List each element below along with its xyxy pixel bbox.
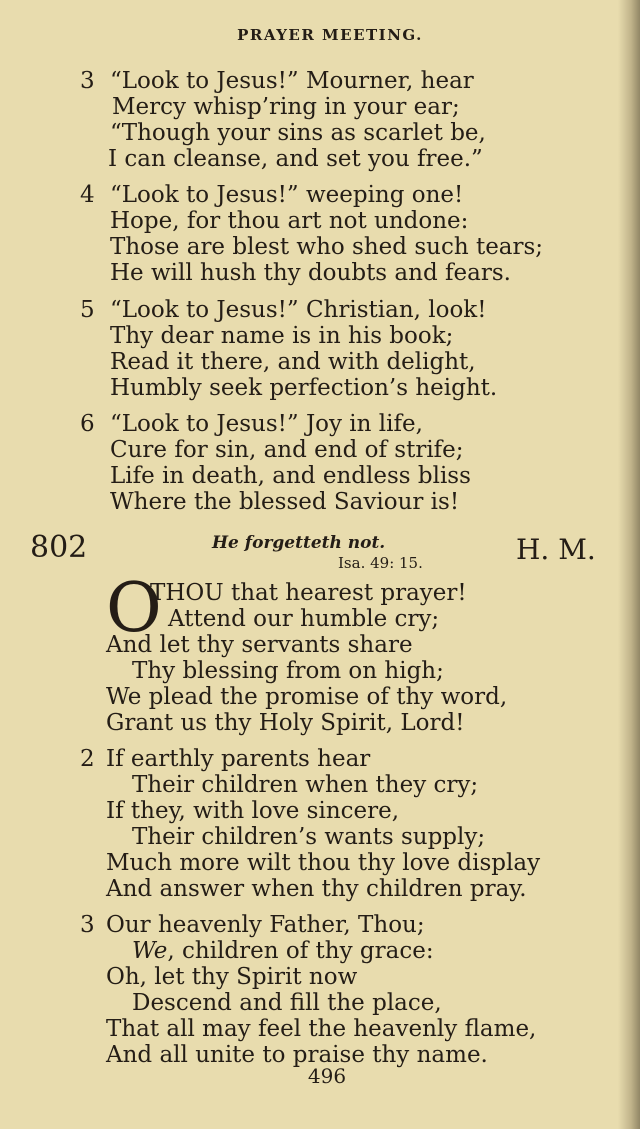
verse-line: He will hush thy doubts and fears. [110, 260, 511, 286]
verse-line: Life in death, and endless bliss [110, 463, 471, 489]
verse-line: Mercy whisp’ring in your ear; [112, 94, 460, 120]
verse-line: Those are blest who shed such tears; [110, 234, 544, 260]
verse-line: Thy dear name is in his book; [110, 323, 454, 349]
verse-line: Where the blessed Saviour is! [110, 489, 460, 515]
verse-line: Oh, let thy Spirit now [106, 964, 358, 990]
hymn-title: He forgetteth not. [212, 533, 386, 553]
verse-line: Read it there, and with delight, [110, 349, 476, 375]
verse-line: Attend our humble cry; [168, 606, 440, 632]
stanza-number: 2 [80, 746, 95, 772]
stanza-number: 4 [80, 182, 95, 208]
verse-line: Our heavenly Father, Thou; [106, 912, 425, 938]
verse-line-rest: , children of thy grace: [167, 938, 434, 964]
verse-line: We plead the promise of thy word, [106, 684, 508, 710]
stanza-number: 3 [80, 68, 95, 94]
verse-line: If they, with love sincere, [106, 798, 400, 824]
verse-line: Their children’s wants supply; [132, 824, 486, 850]
verse-line: “Though your sins as scarlet be, [110, 120, 486, 146]
verse-line: I can cleanse, and set you free.” [108, 146, 483, 172]
verse-line: Much more wilt thou thy love display [106, 850, 541, 876]
page-number: 496 [307, 1064, 347, 1088]
hymn-number: 802 [30, 530, 88, 565]
verse-line: Hope, for thou art not undone: [110, 208, 469, 234]
verse-line: “Look to Jesus!” Christian, look! [110, 297, 487, 323]
drop-cap: O [106, 569, 162, 648]
page-edge-shadow [618, 0, 640, 1129]
verse-line: And all unite to praise thy name. [106, 1042, 488, 1068]
hymn-meter: H. M. [516, 533, 596, 566]
verse-line: Grant us thy Holy Spirit, Lord! [106, 710, 465, 736]
verse-line: Humbly seek perfection’s height. [110, 375, 498, 401]
verse-line: Thy blessing from on high; [132, 658, 444, 684]
scripture-reference: Isa. 49: 15. [338, 554, 423, 572]
running-header: PRAYER MEETING. [237, 26, 423, 44]
verse-line: And let thy servants share [106, 632, 413, 658]
verse-line: If earthly parents hear [106, 746, 371, 772]
verse-line: Cure for sin, and end of strife; [110, 437, 464, 463]
verse-line: That all may feel the heavenly flame, [106, 1016, 537, 1042]
verse-line: “Look to Jesus!” Mourner, hear [110, 68, 474, 94]
italic-word: We [132, 938, 168, 964]
verse-line: THOU that hearest prayer! [150, 580, 467, 606]
verse-line: And answer when thy children pray. [106, 876, 527, 902]
stanza-number: 3 [80, 912, 95, 938]
verse-line [132, 938, 434, 964]
verse-line: Descend and fill the place, [132, 990, 442, 1016]
verse-line: “Look to Jesus!” weeping one! [110, 182, 464, 208]
stanza-number: 5 [80, 297, 95, 323]
verse-line: “Look to Jesus!” Joy in life, [110, 411, 423, 437]
verse-line: Their children when they cry; [132, 772, 479, 798]
stanza-number: 6 [80, 411, 95, 437]
